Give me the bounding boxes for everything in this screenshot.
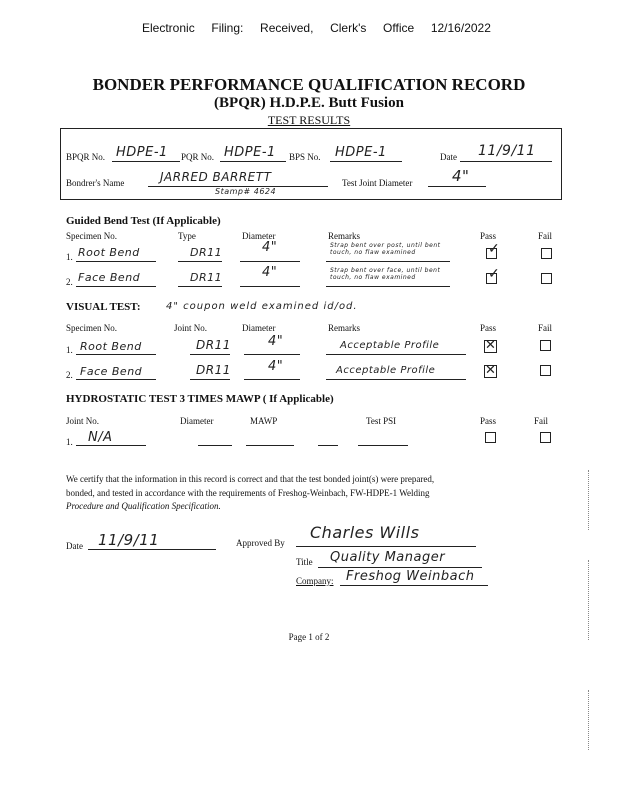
ht-header-joint: Joint No. — [66, 416, 100, 426]
date-value: 11/9/11 — [478, 143, 536, 159]
gb-header-pass: Pass — [480, 231, 497, 241]
ht-row1-fail-checkbox[interactable] — [540, 432, 551, 443]
section-label-test-results: TEST RESULTS — [267, 113, 351, 127]
ht-header-diameter: Diameter — [180, 416, 214, 426]
gb-header-specimen: Specimen No. — [66, 231, 117, 241]
ht-row1-dash-line — [318, 445, 338, 446]
vt-row1-diameter-line — [244, 354, 300, 355]
bps-value: HDPE-1 — [335, 145, 387, 160]
pqr-label: PQR No. — [181, 152, 215, 162]
gb-row2-remarks-line — [326, 286, 450, 287]
approved-by-signature: Charles Wills — [310, 523, 420, 542]
visual-test-note: 4" coupon weld examined id/od. — [166, 301, 358, 312]
ht-row1-joint-line — [76, 445, 146, 446]
vt-row1-remarks: Acceptable Profile — [340, 340, 440, 351]
title-label: Title — [296, 557, 313, 567]
bonder-stamp: Stamp# 4624 — [215, 187, 277, 196]
company-line — [340, 585, 488, 586]
certify-line-3: Procedure and Qualification Specification. — [66, 501, 221, 511]
gb-row1-diameter-line — [240, 261, 300, 262]
ht-header-pass: Pass — [480, 416, 497, 426]
gb-header-remarks: Remarks — [328, 231, 360, 241]
pqr-value: HDPE-1 — [224, 145, 276, 160]
page-number: Page 1 of 2 — [288, 632, 330, 642]
bpqr-line — [112, 161, 180, 162]
vt-row1-num: 1. — [66, 345, 73, 355]
hydro-test-title: HYDROSTATIC TEST 3 TIMES MAWP ( If Applicable) — [66, 393, 334, 405]
signoff-date-value: 11/9/11 — [98, 531, 160, 549]
vt-row2-remarks: Acceptable Profile — [336, 365, 436, 376]
vt-row1-specimen-line — [76, 354, 156, 355]
gb-row2-remarks: Strap bent over face, until bent touch, no flaw examined — [330, 267, 441, 281]
ht-row1-diameter-line — [198, 445, 232, 446]
bpqr-value: HDPE-1 — [116, 145, 168, 160]
x-mark-icon: ✕ — [485, 362, 496, 377]
scan-edge-mark — [588, 690, 589, 750]
vt-row2-specimen: Face Bend — [80, 365, 143, 378]
ht-row1-mawp-line — [246, 445, 294, 446]
gb-row2-diameter-line — [240, 286, 300, 287]
gb-row2-specimen: Face Bend — [78, 271, 141, 284]
gb-header-diameter: Diameter — [242, 231, 276, 241]
date-line — [460, 161, 552, 162]
gb-row1-fail-checkbox[interactable] — [541, 248, 552, 259]
gb-row2-num: 2. — [66, 277, 73, 287]
title-line — [318, 567, 482, 568]
ht-row1-joint: N/A — [88, 430, 113, 445]
certify-line-2: bonded, and tested in accordance with the requirements of Freshog-Weinbach, FW-HDPE-1 Welding — [66, 488, 430, 498]
scan-edge-mark — [588, 560, 589, 640]
gb-row1-remarks-line — [326, 261, 450, 262]
vt-row1-fail-checkbox[interactable] — [540, 340, 551, 351]
document-title: BONDER PERFORMANCE QUALIFICATION RECORD — [92, 75, 526, 94]
signoff-date-label: Date — [66, 541, 83, 551]
vt-row1-remarks-line — [326, 354, 466, 355]
gb-row1-specimen-line — [76, 261, 156, 262]
vt-header-specimen: Specimen No. — [66, 323, 117, 333]
pqr-line — [220, 161, 286, 162]
bps-label: BPS No. — [289, 152, 321, 162]
vt-header-diameter: Diameter — [242, 323, 276, 333]
vt-header-fail: Fail — [538, 323, 553, 333]
company-value: Freshog Weinbach — [346, 569, 475, 584]
check-mark-icon: ✓ — [488, 242, 500, 257]
gb-row2-type-line — [178, 286, 222, 287]
vt-row1-joint: DR11 — [196, 338, 231, 352]
ht-row1-num: 1. — [66, 437, 73, 447]
gb-row1-remarks: Strap bent over post, until bent touch, no flaw examined — [330, 242, 441, 256]
bpqr-label: BPQR No. — [66, 152, 106, 162]
gb-row2-type: DR11 — [190, 271, 223, 284]
vt-row2-remarks-line — [326, 379, 466, 380]
vt-row1-joint-line — [190, 354, 230, 355]
document-subtitle: (BPQR) H.D.P.E. Butt Fusion — [214, 95, 404, 111]
joint-diameter-value: 4" — [452, 167, 470, 185]
vt-row1-diameter: 4" — [268, 334, 284, 349]
title-value: Quality Manager — [330, 550, 446, 565]
date-label: Date — [440, 152, 457, 162]
gb-row2-specimen-line — [76, 286, 156, 287]
bps-line — [330, 161, 402, 162]
vt-row1-specimen: Root Bend — [80, 340, 142, 353]
gb-row2-diameter: 4" — [262, 265, 278, 280]
vt-row2-specimen-line — [76, 379, 156, 380]
bonder-name-label: Bondrer's Name — [66, 178, 125, 188]
vt-header-remarks: Remarks — [328, 323, 360, 333]
vt-row2-num: 2. — [66, 370, 73, 380]
gb-row1-num: 1. — [66, 252, 73, 262]
x-mark-icon: ✕ — [485, 337, 496, 352]
ht-header-test-psi: Test PSI — [366, 416, 397, 426]
info-box — [60, 128, 562, 200]
gb-row1-type: DR11 — [190, 246, 223, 259]
vt-row2-joint-line — [190, 379, 230, 380]
approved-by-label: Approved By — [236, 538, 285, 548]
bonder-name-value: JARRED BARRETT — [160, 170, 272, 184]
gb-row1-diameter: 4" — [262, 240, 278, 255]
gb-row1-type-line — [178, 261, 222, 262]
vt-row2-joint: DR11 — [196, 363, 231, 377]
joint-diameter-line — [428, 186, 486, 187]
filing-stamp: Electronic Filing: Received, Clerk's Office 12/16/2022 — [142, 21, 491, 35]
certify-line-1: We certify that the information in this record is correct and that the test bonded joint(s) were prepared, — [66, 474, 435, 484]
approved-by-line — [296, 546, 476, 547]
vt-header-pass: Pass — [480, 323, 497, 333]
company-label: Company: — [296, 576, 334, 586]
ht-header-mawp: MAWP — [250, 416, 278, 426]
scan-edge-mark — [588, 470, 589, 530]
gb-header-type: Type — [178, 231, 196, 241]
vt-row2-diameter: 4" — [268, 359, 284, 374]
joint-diameter-label: Test Joint Diameter — [342, 178, 413, 188]
visual-test-title: VISUAL TEST: — [66, 301, 141, 313]
gb-row2-fail-checkbox[interactable] — [541, 273, 552, 284]
ht-row1-pass-checkbox[interactable] — [485, 432, 496, 443]
check-mark-icon: ✓ — [488, 267, 500, 282]
vt-header-joint: Joint No. — [174, 323, 208, 333]
vt-row2-fail-checkbox[interactable] — [540, 365, 551, 376]
ht-header-fail: Fail — [534, 416, 549, 426]
guided-bend-title: Guided Bend Test (If Applicable) — [66, 215, 221, 227]
gb-header-fail: Fail — [538, 231, 553, 241]
vt-row2-diameter-line — [244, 379, 300, 380]
ht-row1-test-psi-line — [358, 445, 408, 446]
gb-row1-specimen: Root Bend — [78, 246, 140, 259]
signoff-date-line — [88, 549, 216, 550]
